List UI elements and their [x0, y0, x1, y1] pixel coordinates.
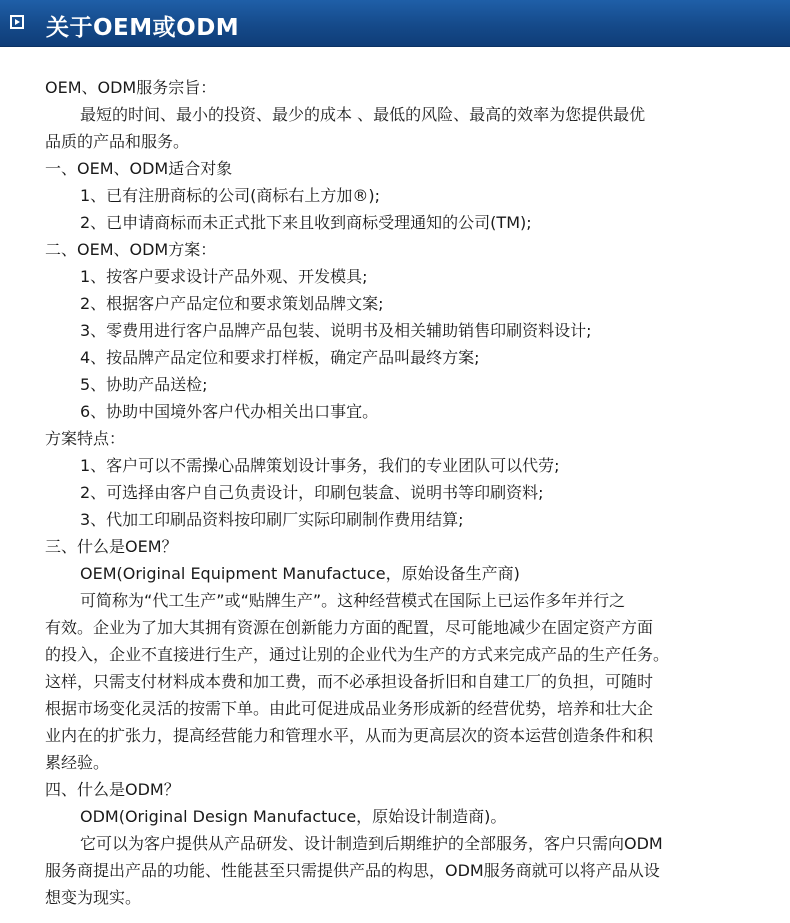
section-heading: 三、什么是OEM？ — [45, 537, 178, 556]
list-item: 2、根据客户产品定位和要求策划品牌文案; — [80, 294, 384, 313]
text-line: 可简称为“代工生产”或“贴牌生产”。这种经营模式在国际上已运作多年并行之 — [80, 591, 626, 610]
text-line: OEM(Original Equipment Manufactuce，原始设备生产商) — [80, 564, 520, 583]
list-item: 4、按品牌产品定位和要求打样板，确定产品叫最终方案; — [80, 348, 480, 367]
page-title: 关于OEM或ODM — [46, 15, 240, 41]
play-square-icon — [10, 15, 24, 29]
text-line: OEM、ODM服务宗旨： — [45, 78, 217, 97]
article-body — [45, 74, 745, 911]
list-item: 3、代加工印刷品资料按印刷厂实际印刷制作费用结算; — [80, 510, 464, 529]
text-line: 有效。企业为了加大其拥有资源在创新能力方面的配置，尽可能地减少在固定资产方面 — [45, 618, 654, 637]
list-item: 2、可选择由客户自己负责设计，印刷包装盒、说明书等印刷资料; — [80, 483, 544, 502]
list-item: 5、协助产品送检; — [80, 375, 208, 394]
text-line: 品质的产品和服务。 — [45, 132, 190, 151]
text-line: 这样，只需支付材料成本费和加工费，而不必承担设备折旧和自建工厂的负担，可随时 — [45, 672, 654, 691]
list-item: 1、客户可以不需操心品牌策划设计事务，我们的专业团队可以代劳; — [80, 456, 560, 475]
text-line: 的投入，企业不直接进行生产，通过让别的企业代为生产的方式来完成产品的生产任务。 — [45, 645, 670, 664]
list-item: 3、零费用进行客户品牌产品包装、说明书及相关辅助销售印刷资料设计; — [80, 321, 592, 340]
list-item: 1、已有注册商标的公司(商标右上方加®); — [80, 186, 381, 205]
section-heading: 二、OEM、ODM方案： — [45, 240, 217, 259]
text-line: 累经验。 — [45, 753, 110, 772]
text-line: 它可以为客户提供从产品研发、设计制造到后期维护的全部服务，客户只需向ODM — [80, 834, 663, 853]
text-line: 业内在的扩张力，提高经营能力和管理水平，从而为更高层次的资本运营创造条件和积 — [45, 726, 654, 745]
section-heading: 四、什么是ODM？ — [45, 780, 180, 799]
text-line: ODM(Original Design Manufactuce，原始设计制造商)。 — [80, 807, 507, 826]
section-heading: 方案特点： — [45, 429, 126, 448]
text-line: 根据市场变化灵活的按需下单。由此可促进成品业务形成新的经营优势，培养和壮大企 — [45, 699, 654, 718]
list-item: 1、按客户要求设计产品外观、开发模具; — [80, 267, 368, 286]
text-line: 服务商提出产品的功能、性能甚至只需提供产品的构思，ODM服务商就可以将产品从设 — [45, 861, 660, 880]
text-line: 想变为现实。 — [45, 888, 142, 907]
header-bar — [0, 0, 790, 47]
list-item: 2、已申请商标而未正式批下来且收到商标受理通知的公司(TM); — [80, 213, 532, 232]
list-item: 6、协助中国境外客户代办相关出口事宜。 — [80, 402, 379, 421]
section-heading: 一、OEM、ODM适合对象 — [45, 159, 233, 178]
text-line: 最短的时间、最小的投资、最少的成本 、最低的风险、最高的效率为您提供最优 — [80, 105, 646, 124]
